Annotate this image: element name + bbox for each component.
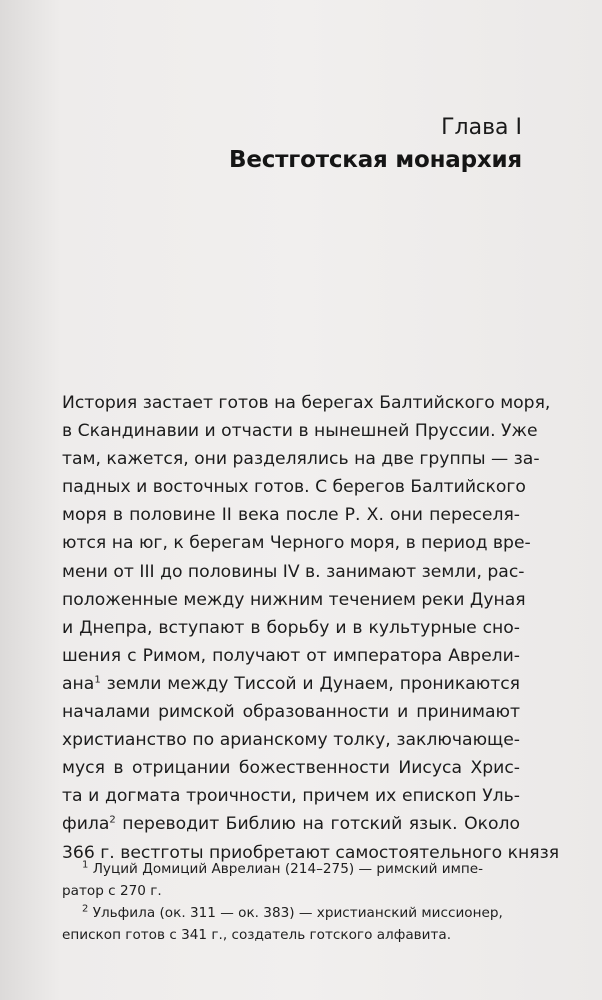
text-line: моря в половине II века после Р. Х. они переселя-	[62, 505, 520, 526]
text-line: муся в отрицании божественности Иисуса Хрис-	[62, 758, 520, 779]
text-line: там, кажется, они разделялись на две группы — за-	[62, 449, 540, 470]
chapter-label: Глава I	[441, 115, 522, 140]
text-line-with-footnote-ref	[62, 810, 520, 838]
text-line: шения с Римом, получают от императора Аврели-	[62, 645, 520, 666]
footnote-2	[62, 902, 520, 924]
footnote-1-continued: ратор с 270 г.	[62, 883, 162, 899]
text-line: положенные между нижним течением реки Дуная	[62, 589, 526, 610]
text-line: падных и восточных готов. С берегов Балтийского	[62, 477, 526, 498]
text-line: 366 г. вестготы приобретают самостоятельного князя	[62, 842, 560, 863]
footnote-mark: 2	[82, 903, 89, 915]
footnotes	[62, 858, 520, 946]
footnote-2-continued: епископ готов с 341 г., создатель готского алфавита.	[62, 927, 452, 943]
text-fragment: земли между Тиссой и Дунаем, проникаются	[100, 673, 520, 694]
text-line: в Скандинавии и отчасти в нынешней Пруссии. Уже	[62, 421, 538, 442]
body-text	[62, 389, 560, 867]
footnote-1	[62, 858, 520, 880]
text-line: та и догмата троичности, причем их епископ Уль-	[62, 786, 520, 807]
chapter-title: Вестготская монархия	[229, 147, 522, 173]
text-line: ются на юг, к берегам Черного моря, в период вре-	[62, 533, 531, 554]
footnote-text: Луций Домиций Аврелиан (214–275) — римский импе-	[92, 861, 484, 877]
text-fragment: ана	[62, 673, 95, 694]
text-line: История застает готов на берегах Балтийского моря,	[62, 393, 551, 413]
footnote-ref-1[interactable]: 1	[94, 674, 101, 686]
text-fragment: переводит Библию на готский язык. Около	[115, 814, 520, 835]
footnote-mark: 1	[82, 859, 89, 871]
text-line: христианство по арианскому толку, заключающе-	[62, 730, 520, 751]
text-line: мени от III до половины IV в. занимают земли, рас-	[62, 561, 525, 582]
text-line: и Днепра, вступают в борьбу и в культурные сно-	[62, 617, 520, 638]
text-line-with-footnote-ref	[62, 670, 520, 698]
footnote-ref-2[interactable]: 2	[109, 814, 116, 826]
footnote-text: Ульфила (ок. 311 — ок. 383) — христианский миссионер,	[92, 905, 503, 921]
text-fragment: фила	[62, 814, 110, 835]
text-line: началами римской образованности и принимают	[62, 702, 520, 723]
